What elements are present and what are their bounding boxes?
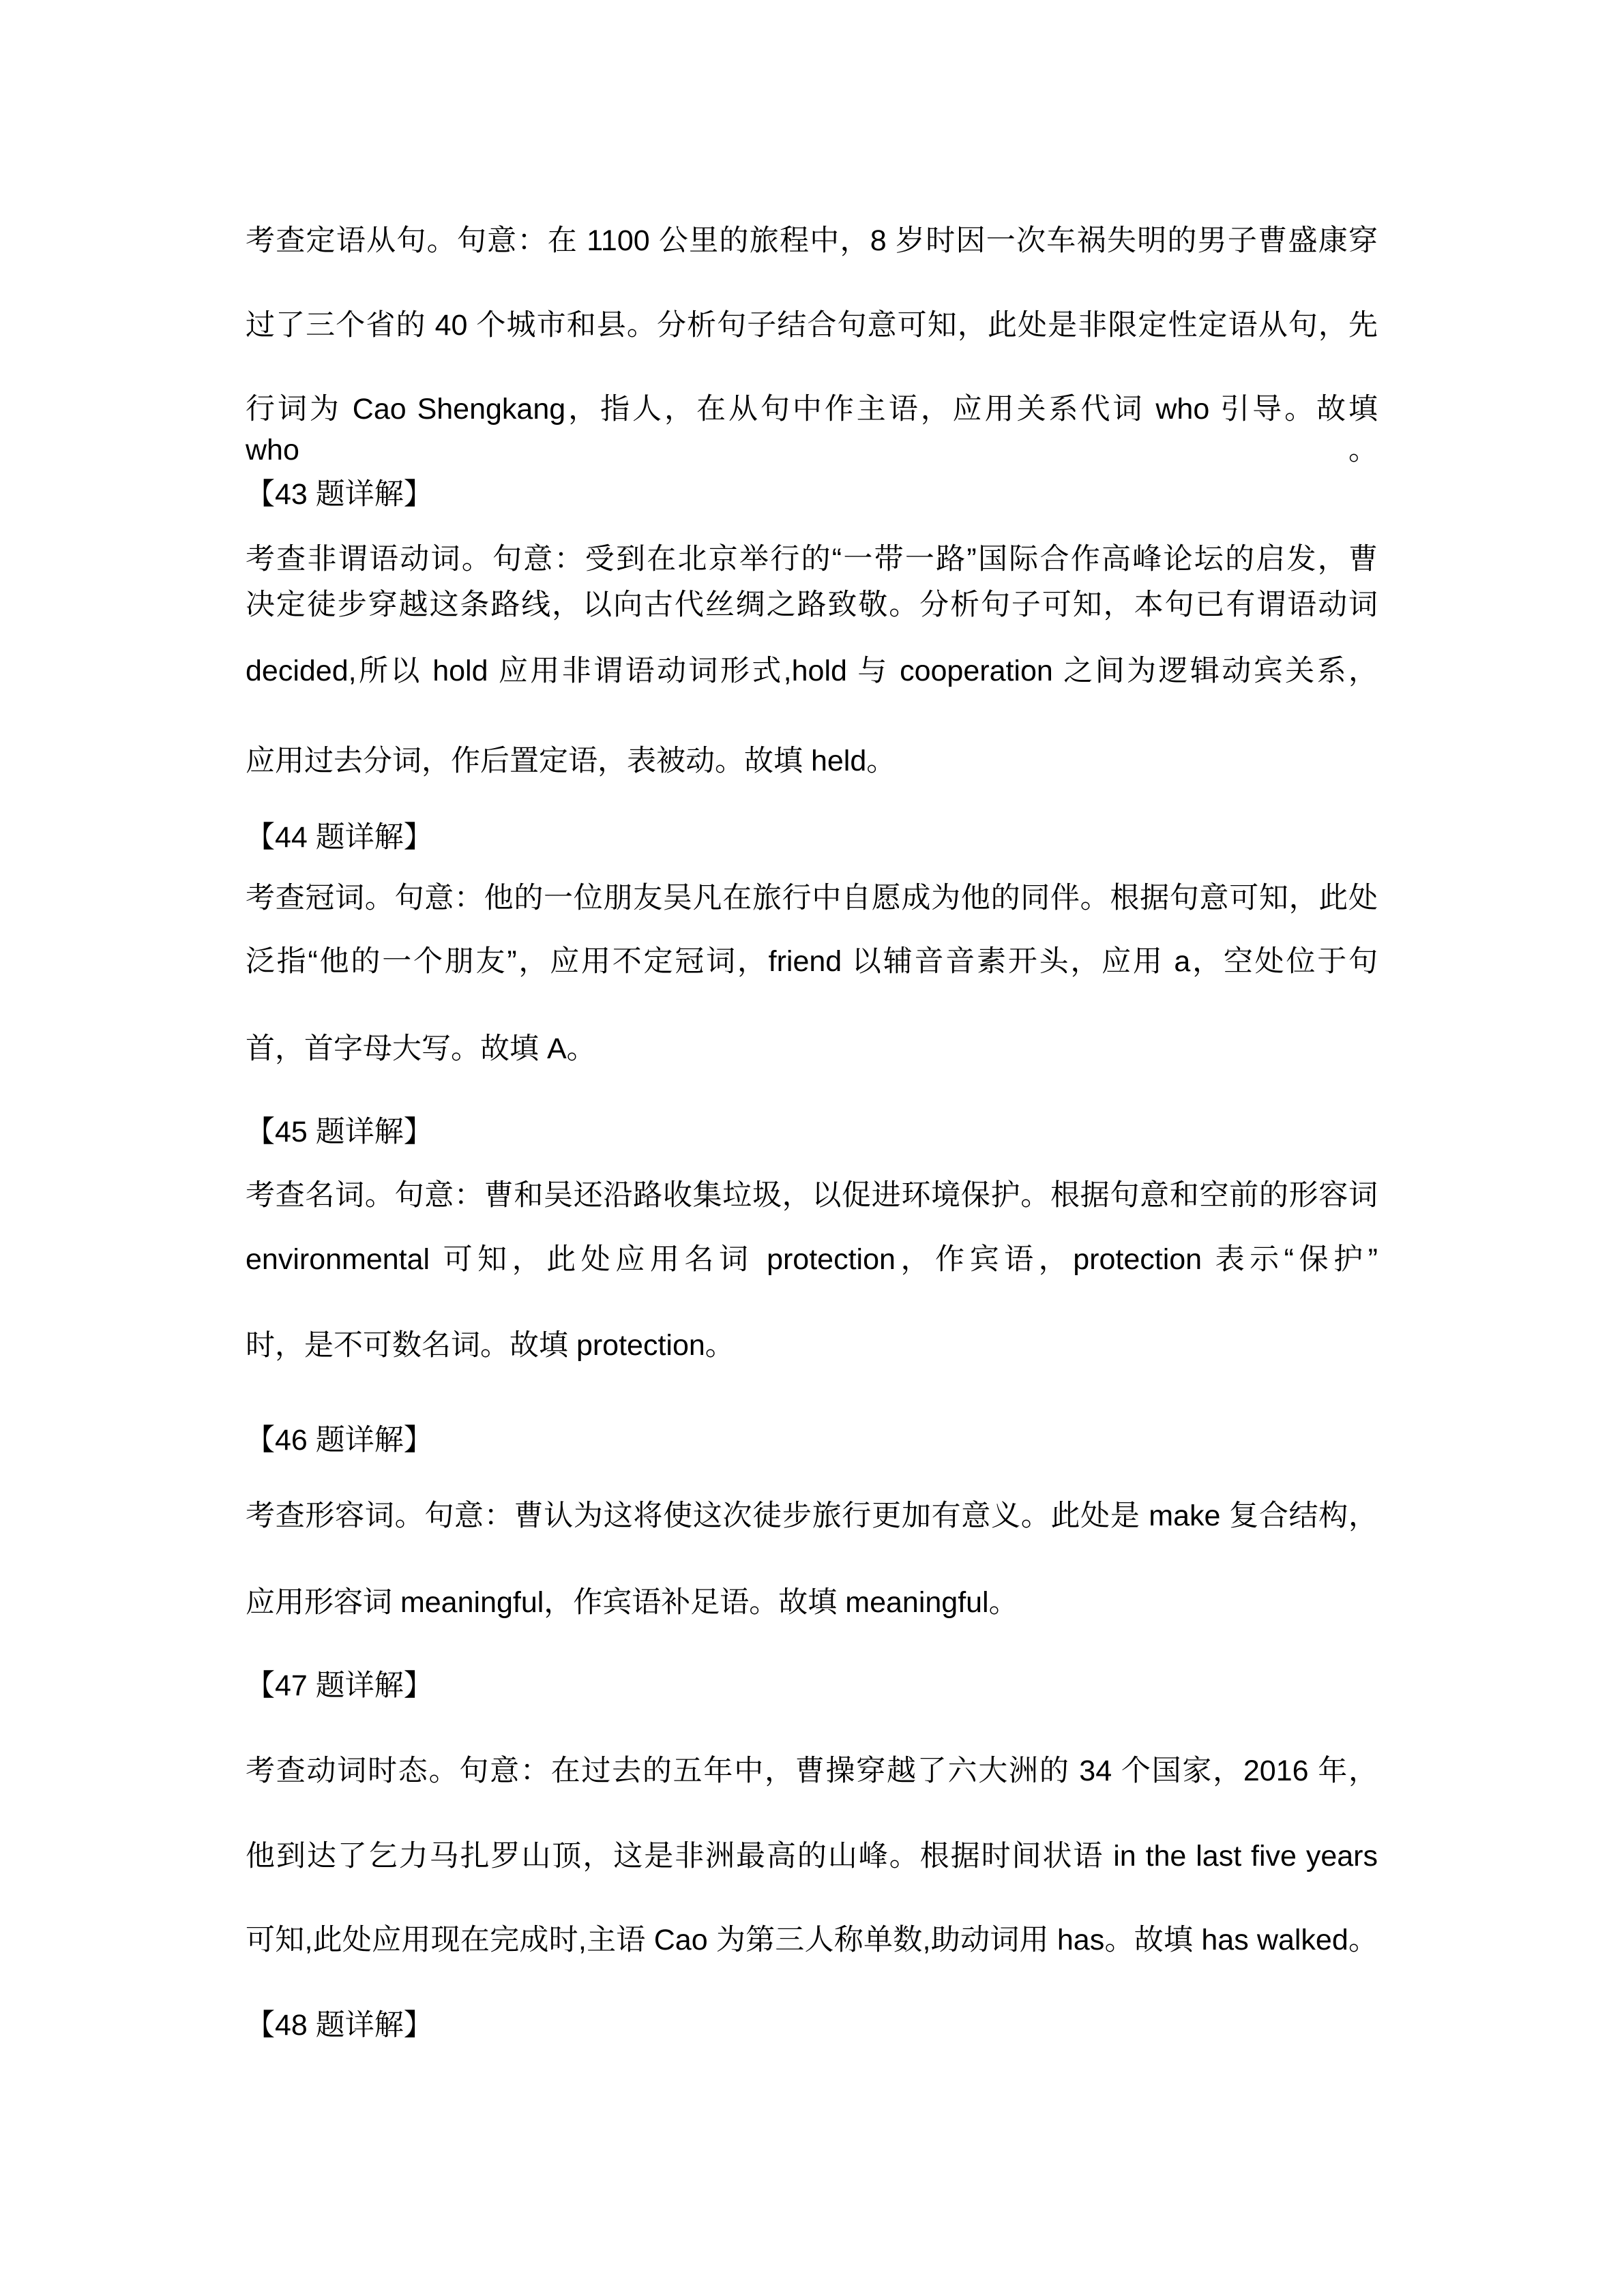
text-line: 考查名词。句意：曹和吴还沿路收集垃圾，以促进环境保护。根据句意和空前的形容词 — [246, 1179, 1378, 1212]
text-line: 时，是不可数名词。故填 protection。 — [246, 1329, 735, 1362]
section-heading-44: 【44 题详解】 — [246, 821, 433, 854]
text-line: decided,所以 hold 应用非谓语动词形式,hold 与 cooperation 之间为逻辑动宾关系， — [246, 655, 1378, 687]
text-line: 行词为 Cao Shengkang，指人，在从句中作主语，应用关系代词 who 引导。故填 who。 — [246, 393, 1378, 466]
section-heading-43: 【43 题详解】 — [246, 478, 433, 511]
text-line: 考查冠词。句意：他的一位朋友吴凡在旅行中自愿成为他的同伴。根据句意可知，此处 — [246, 882, 1378, 914]
text-line: 首，首字母大写。故填 A。 — [246, 1032, 596, 1065]
text-line: 应用形容词 meaningful，作宾语补足语。故填 meaningful。 — [246, 1586, 1018, 1619]
text-line: environmental 可知，此处应用名词 protection，作宾语，protection 表示“保护” — [246, 1243, 1378, 1276]
text-line: 过了三个省的 40 个城市和县。分析句子结合句意可知，此处是非限定性定语从句，先 — [246, 309, 1378, 342]
text-line: 考查定语从句。句意：在 1100 公里的旅程中，8 岁时因一次车祸失明的男子曹盛康穿 — [246, 224, 1378, 257]
text-line: 考查动词时态。句意：在过去的五年中，曹操穿越了六大洲的 34 个国家，2016 年， — [246, 1755, 1378, 1787]
text-line: 考查形容词。句意：曹认为这将使这次徒步旅行更加有意义。此处是 make 复合结构， — [246, 1500, 1378, 1532]
section-heading-47: 【47 题详解】 — [246, 1669, 433, 1702]
section-heading-45: 【45 题详解】 — [246, 1116, 433, 1148]
text-line: 应用过去分词，作后置定语，表被动。故填 held。 — [246, 745, 896, 777]
text-line: 考查非谓语动词。句意：受到在北京举行的“一带一路”国际合作高峰论坛的启发，曹 — [246, 543, 1378, 576]
text-line: 泛指“他的一个朋友”，应用不定冠词，friend 以辅音音素开头，应用 a，空处位于句 — [246, 945, 1378, 978]
text-line: 决定徒步穿越这条路线，以向古代丝绸之路致敬。分析句子可知，本句已有谓语动词 — [246, 588, 1378, 621]
text-line: 可知,此处应用现在完成时,主语 Cao 为第三人称单数,助动词用 has。故填 has walked。 — [246, 1924, 1378, 1956]
text-line: 他到达了乞力马扎罗山顶，这是非洲最高的山峰。根据时间状语 in the last five years — [246, 1840, 1378, 1873]
section-heading-46: 【46 题详解】 — [246, 1424, 433, 1457]
section-heading-48: 【48 题详解】 — [246, 2009, 433, 2042]
